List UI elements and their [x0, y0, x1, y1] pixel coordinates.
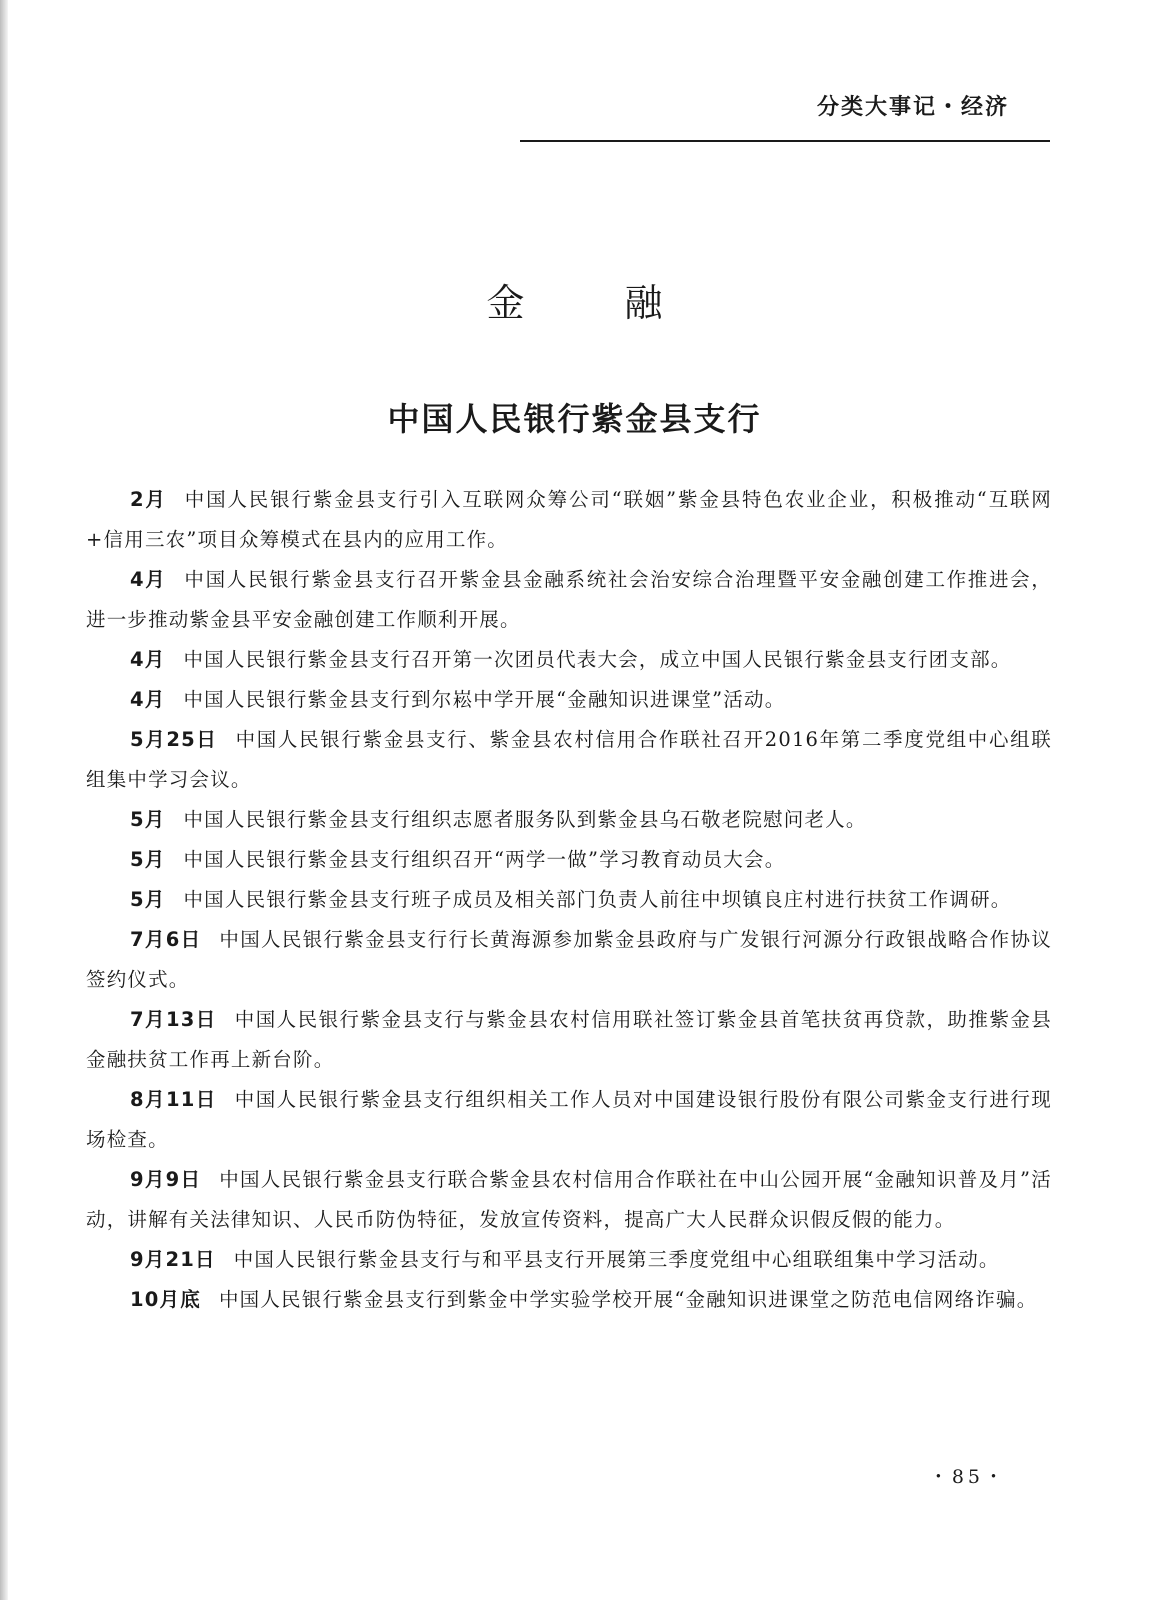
- chronicle-entry: [86, 480, 1052, 560]
- entry-text: 中国人民银行紫金县支行引入互联网众筹公司“联姻”紫金县特色农业企业，积极推动“互联网+信用三农”项目众筹模式在县内的应用工作。: [86, 488, 1053, 551]
- chronicle-entry: [86, 560, 1052, 640]
- entry-date: 9月9日: [130, 1168, 202, 1191]
- chronicle-entry: [86, 720, 1052, 800]
- scan-edge: [0, 0, 8, 1600]
- entry-text: 中国人民银行紫金县支行召开第一次团员代表大会，成立中国人民银行紫金县支行团支部。: [183, 648, 1012, 671]
- entry-date: 5月: [130, 848, 166, 871]
- section-title: 金融: [486, 281, 763, 325]
- entry-text: 中国人民银行紫金县支行、紫金县农村信用合作联社召开2016年第二季度党组中心组联组集中学习会议。: [86, 728, 1052, 791]
- entry-date: 4月: [130, 568, 167, 591]
- entry-text: 中国人民银行紫金县支行与和平县支行开展第三季度党组中心组联组集中学习活动。: [233, 1248, 1000, 1271]
- chronicle-entry: [86, 1240, 1052, 1280]
- entry-text: 中国人民银行紫金县支行到紫金中学实验学校开展“金融知识进课堂之防范电信网络诈骗。: [218, 1288, 1038, 1311]
- entry-date: 5月: [130, 808, 166, 831]
- chronicle-entry: [86, 640, 1052, 680]
- chronicle-entry: [86, 1280, 1052, 1320]
- entry-date: 4月: [130, 688, 166, 711]
- chronicle-entry: [86, 800, 1052, 840]
- entry-text: 中国人民银行紫金县支行联合紫金县农村信用合作联社在中山公园开展“金融知识普及月”活动，讲解有关法律知识、人民币防伪特征，发放宣传资料，提高广大人民群众识假反假的能力。: [86, 1168, 1052, 1231]
- entry-text: 中国人民银行紫金县支行召开紫金县金融系统社会治安综合治理暨平安金融创建工作推进会，进一步推动紫金县平安金融创建工作顺利开展。: [86, 568, 1053, 631]
- entry-text: 中国人民银行紫金县支行班子成员及相关部门负责人前往中坝镇良庄村进行扶贫工作调研。: [183, 888, 1012, 911]
- header-rule: [520, 140, 1050, 142]
- entry-date: 5月25日: [130, 728, 218, 751]
- entry-list: [86, 480, 1052, 1320]
- entry-date: 9月21日: [130, 1248, 216, 1271]
- entry-date: 8月11日: [130, 1088, 217, 1111]
- chronicle-entry: [86, 840, 1052, 880]
- entry-date: 7月13日: [130, 1008, 217, 1031]
- subsection-title: 中国人民银行紫金县支行: [387, 400, 762, 438]
- entry-text: 中国人民银行紫金县支行组织相关工作人员对中国建设银行股份有限公司紫金支行进行现场检查。: [86, 1088, 1052, 1151]
- entry-date: 5月: [130, 888, 166, 911]
- running-header: 分类大事记・经济: [816, 95, 1009, 120]
- entry-text: 中国人民银行紫金县支行与紫金县农村信用联社签订紫金县首笔扶贫再贷款，助推紫金县金融扶贫工作再上新台阶。: [86, 1008, 1052, 1071]
- chronicle-entry: [86, 1080, 1052, 1160]
- entry-date: 7月6日: [130, 928, 202, 951]
- chronicle-entry: [86, 920, 1052, 1000]
- entry-text: 中国人民银行紫金县支行组织召开“两学一做”学习教育动员大会。: [183, 848, 786, 871]
- chronicle-entry: [86, 1160, 1052, 1240]
- page-number: ・85・: [928, 1466, 1007, 1488]
- entry-text: 中国人民银行紫金县支行行长黄海源参加紫金县政府与广发银行河源分行政银战略合作协议签约仪式。: [86, 928, 1052, 991]
- chronicle-entry: [86, 880, 1052, 920]
- entry-date: 2月: [130, 488, 167, 511]
- entry-text: 中国人民银行紫金县支行组织志愿者服务队到紫金县乌石敬老院慰问老人。: [183, 808, 867, 831]
- chronicle-entry: [86, 680, 1052, 720]
- chronicle-entry: [86, 1000, 1052, 1080]
- entry-date: 10月底: [130, 1288, 201, 1311]
- entry-text: 中国人民银行紫金县支行到尔崧中学开展“金融知识进课堂”活动。: [183, 688, 786, 711]
- entry-date: 4月: [130, 648, 166, 671]
